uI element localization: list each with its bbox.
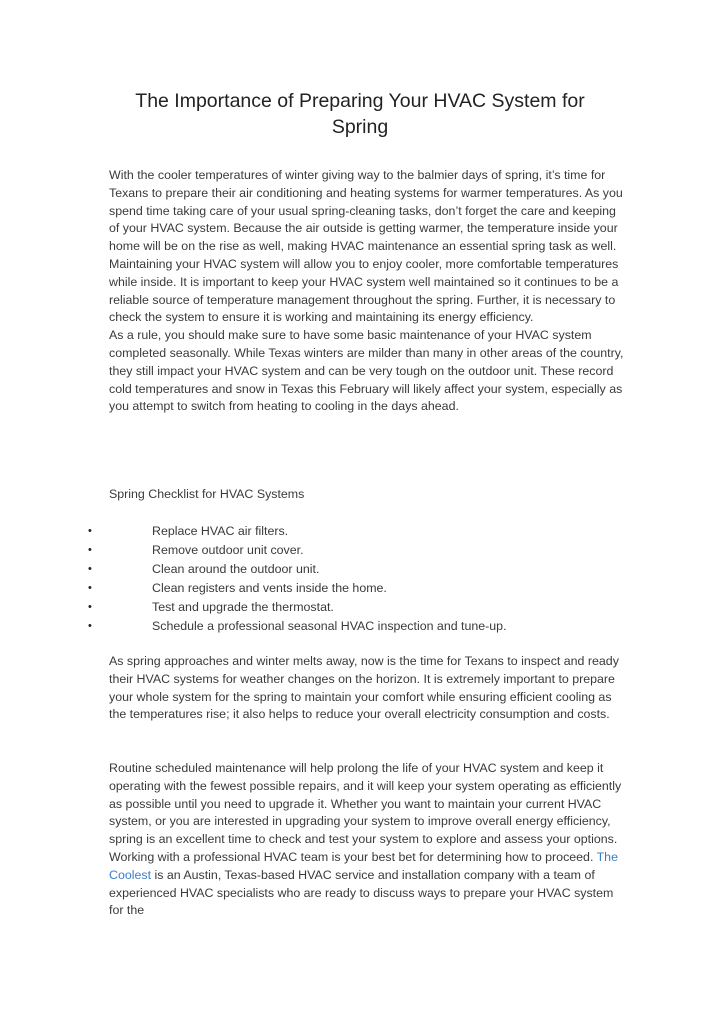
bullet-icon: • xyxy=(88,620,92,632)
checklist xyxy=(0,522,720,636)
list-item xyxy=(0,617,720,636)
document-title: The Importance of Preparing Your HVAC System for Spring xyxy=(135,90,585,138)
list-item xyxy=(0,522,720,541)
checklist-item-text: Test and upgrade the thermostat. xyxy=(152,600,334,614)
bullet-icon: • xyxy=(88,525,92,537)
the-coolest-link[interactable]: The Coolest xyxy=(109,849,618,882)
paragraph-2: Maintaining your HVAC system will allow you to enjoy cooler, more comfortable temperatures while inside. It is important to keep your HVAC system well maintained so it continues to be a reliable source of temperature management throughout the spring. Further, it is necessary to check the system to ensure it is working and maintaining its energy efficiency. xyxy=(109,256,619,325)
list-item xyxy=(0,541,720,560)
list-item xyxy=(0,560,720,579)
paragraph-5-text: Routine scheduled maintenance will help prolong the life of your HVAC system and keep it operating with the fewest possible repairs, and it will keep your system operating as efficiently as possible until you need to upgrade it. Whether you want to maintain your current HVAC system, or you are interested in upgrading your system to improve overall energy efficiency, spring is an excellent time to check and test your system to explore and assess your options. Working with a professional HVAC team is your best bet for determining how to proceed. xyxy=(109,761,622,864)
list-item xyxy=(0,579,720,598)
checklist-item-text: Clean registers and vents inside the home. xyxy=(152,581,387,595)
paragraph-1: With the cooler temperatures of winter giving way to the balmier days of spring, it’s time for Texans to prepare their air conditioning and heating systems for warmer temperatures. As you spend time taking care of your usual spring-cleaning tasks, don’t forget the care and keeping of your HVAC system. Because the air outside is getting warmer, the temperature inside your home will be on the rise as well, making HVAC maintenance an essential spring task as well. xyxy=(109,168,623,254)
bullet-icon: • xyxy=(88,582,92,594)
checklist-item-text: Clean around the outdoor unit. xyxy=(152,562,320,576)
paragraph-3: As a rule, you should make sure to have some basic maintenance of your HVAC system completed seasonally. While Texas winters are milder than many in other areas of the country, they still impact your HVAC system and can be very tough on the outdoor unit. These record cold temperatures and snow in Texas this February will likely affect your system, especially as you attempt to switch from heating to cooling in the days ahead. xyxy=(109,328,624,414)
paragraph-4: As spring approaches and winter melts away, now is the time for Texans to inspect and ready their HVAC systems for weather changes on the horizon. It is extremely important to prepare your whole system for the spring to maintain your comfort while ensuring efficient cooling as the temperatures rise; it also helps to reduce your overall electricity consumption and costs. xyxy=(109,654,619,722)
intro-section xyxy=(109,167,624,416)
bullet-icon: • xyxy=(88,563,92,575)
checklist-item-text: Schedule a professional seasonal HVAC inspection and tune-up. xyxy=(152,619,507,633)
checklist-item-text: Replace HVAC air filters. xyxy=(152,524,289,538)
checklist-item-text: Remove outdoor unit cover. xyxy=(152,543,304,557)
list-item xyxy=(0,598,720,617)
checklist-heading: Spring Checklist for HVAC Systems xyxy=(109,487,305,501)
paragraph-5 xyxy=(109,760,624,920)
paragraph-5-text-end: is an Austin, Texas-based HVAC service and installation company with a team of experienced HVAC specialists who are ready to discuss ways to prepare your HVAC system for the xyxy=(109,867,614,918)
bullet-icon: • xyxy=(88,544,92,556)
bullet-icon: • xyxy=(88,601,92,613)
